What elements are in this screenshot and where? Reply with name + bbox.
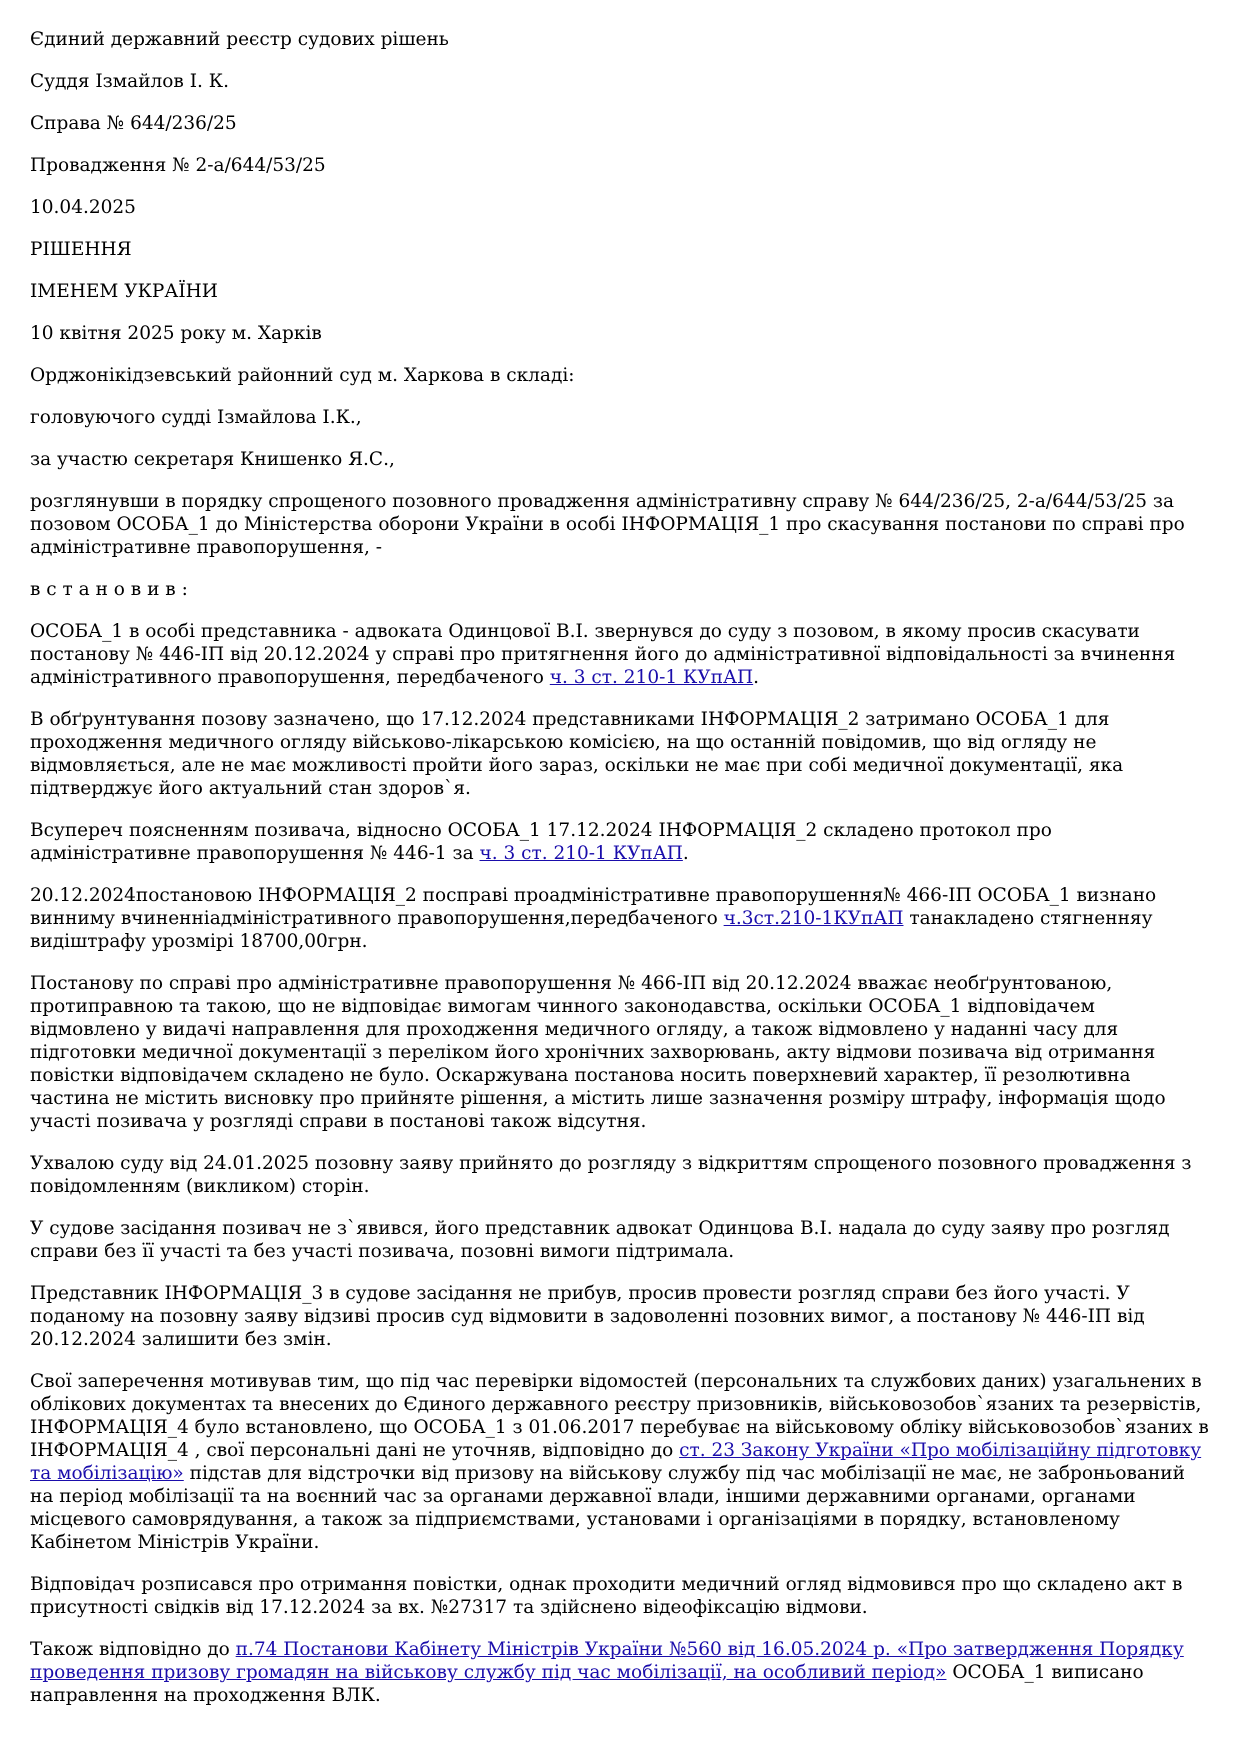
paragraph-resolution-text: 20.12.2024постановою ІНФОРМАЦІЯ_2 посправі проадміністративне правопорушення№ 466-ІП ОСОБА_1 визнано винниму вчиненніадміністративного правопорушення,передбаченого (30, 885, 1157, 929)
presiding-judge: головуючого судді Ізмайлова І.К., (30, 407, 362, 428)
court-secretary: за участю секретаря Книшенко Я.С., (30, 449, 395, 470)
paragraph-ruling: Ухвалою суду від 24.01.2025 позовну заяву прийнято до розгляду з відкриттям спрощеного позовного провадження з повідомленням (викликом) сторін. (30, 1153, 1192, 1197)
date-place: 10 квітня 2025 року м. Харків (30, 323, 322, 344)
paragraph-claim-end: . (753, 667, 760, 688)
law-link-cabinet-resolution[interactable]: п.74 Постанови Кабінету Міністрів України №560 від 16.05.2024 р. «Про затвердження Порядку проведення призову громадян на військову службу під час мобілізації, на особливий період» (30, 1639, 1184, 1683)
paragraph-grounds: В обґрунтування позову зазначено, що 17.12.2024 представниками ІНФОРМАЦІЯ_2 затримано ОСОБА_1 для проходження медичного огляду військово-лікарською комісією, на що останній повідомив, що від огляду не відмовляється, але не має можливості пройти його зараз, оскільки не має при собі медичної документації, яка підтверджує його актуальний стан здоров`я. (30, 709, 1124, 799)
paragraph-referral (30, 1638, 1210, 1707)
proceeding-number: Провадження № 2-а/644/53/25 (30, 155, 326, 176)
paragraph-referral-text: Також відповідно до (30, 1639, 236, 1660)
in-name-of-ukraine: ІМЕНЕМ УКРАЇНИ (30, 281, 218, 302)
paragraph-summons: Відповідач розписався про отримання повістки, однак проходити медичний огляд відмовився про що складено акт в присутності свідків від 17.12.2024 за вх. №27317 та здійснено відеофіксацію відмови. (30, 1574, 1183, 1618)
paragraph-hearing: У судове засідання позивач не з`явився, його представник адвокат Одинцова В.І. надала до суду заяву про розгляд справи без її участі та без участі позивача, позовні вимоги підтримала. (30, 1218, 1170, 1262)
law-link-mobilization[interactable]: ст. 23 Закону України «Про мобілізаційну підготовку та мобілізацію» (30, 1440, 1202, 1484)
paragraph-consideration: розглянувши в порядку спрощеного позовного провадження адміністративну справу № 644/236/25, 2-а/644/53/25 за позовом ОСОБА_1 до Міністерства оборони України в особі ІНФОРМАЦІЯ_1 про скасування постанови по справі про адміністративне правопорушення, - (30, 491, 1185, 558)
paragraph-representative: Представник ІНФОРМАЦІЯ_3 в судове засідання не прибув, просив провести розгляд справи без його участі. У поданому на позовну заяву відзиві просив суд відмовити в задоволенні позовних вимог, а постанову № 446-ІП від 20.12.2024 залишити без змін. (30, 1283, 1145, 1350)
paragraph-claim-text: ОСОБА_1 в особі представника - адвоката Одинцової В.І. звернувся до суду з позовом, в якому просив скасувати постанову № 446-ІП від 20.12.2024 у справі про притягнення його до адміністративної відповідальності за вчинення адміністративного правопорушення, передбаченого (30, 621, 1176, 688)
law-link-kupap-2[interactable]: ч. 3 ст. 210-1 КУпАП (479, 843, 683, 864)
paragraph-protocol-text: Всупереч поясненням позивача, відносно ОСОБА_1 17.12.2024 ІНФОРМАЦІЯ_2 складено протокол про адміністративне правопорушення № 446-1 за (30, 820, 1052, 864)
paragraph-objections-end: підстав для відстрочки від призову на військову службу під час мобілізації не має, не заброньований на період мобілізації та на воєнний час за органами державної влади, іншими державними органами, органами місцевого самоврядування, а також за підприємствами, установами і організаціями в порядку, встановленому Кабінетом Міністрів України. (30, 1463, 1185, 1553)
case-number: Справа № 644/236/25 (30, 113, 237, 134)
law-link-kupap-3[interactable]: ч.3ст.210-1КУпАП (723, 908, 904, 929)
paragraph-unfounded: Постанову по справі про адміністративне правопорушення № 466-ІП від 20.12.2024 вважає необґрунтованою, протиправною та такою, що не відповідає вимогам чинного законодавства, оскільки ОСОБА_1 відповідачем відмовлено у видачі направлення для проходження медичного огляду, а також відмовлено у наданні часу для підготовки медичної документації з переліком його хронічних захворювань, акту відмови позивача від отримання повістки відповідачем складено не було. Оскаржувана постанова носить поверхневий характер, її резолютивна частина не містить висновку про прийняте рішення, а містить лише зазначення розміру штрафу, інформація щодо участі позивача у розгляді справи в постанові також відсутня. (30, 973, 1166, 1132)
paragraph-objections (30, 1370, 1210, 1554)
paragraph-objections-text: Свої заперечення мотивував тим, що під час перевірки відомостей (персональних та службових даних) узагальнених в облікових документах та внесених до Єдиного державного реєстру призовників, військовозобов`язаних та резервістів, ІНФОРМАЦІЯ_4 було встановлено, що ОСОБА_1 з 01.06.2017 перебуває на військовому обліку військовозобов`язаних в ІНФОРМАЦІЯ_4 , свої персональні дані не уточняв, відповідно до (30, 1371, 1209, 1461)
established-heading: в с т а н о в и в : (30, 579, 188, 600)
decision-date: 10.04.2025 (30, 197, 136, 218)
law-link-kupap[interactable]: ч. 3 ст. 210-1 КУпАП (549, 667, 754, 688)
paragraph-protocol-end: . (682, 843, 689, 864)
paragraph-resolution-end: танакладено стягненняу видіштрафу урозмірі 18700,00грн. (30, 908, 1153, 952)
paragraph-protocol (30, 819, 1210, 865)
paragraph-referral-end: ОСОБА_1 виписано направлення на проходження ВЛК. (30, 1662, 1144, 1706)
paragraph-claim (30, 620, 1210, 689)
registry-title: Єдиний державний реєстр судових рішень (30, 29, 449, 50)
court-name: Орджонікідзевський районний суд м. Харкова в складі: (30, 365, 575, 386)
judge-name: Суддя Ізмайлов І. К. (30, 71, 229, 92)
paragraph-resolution (30, 884, 1210, 953)
decision-title: РІШЕННЯ (30, 239, 132, 260)
